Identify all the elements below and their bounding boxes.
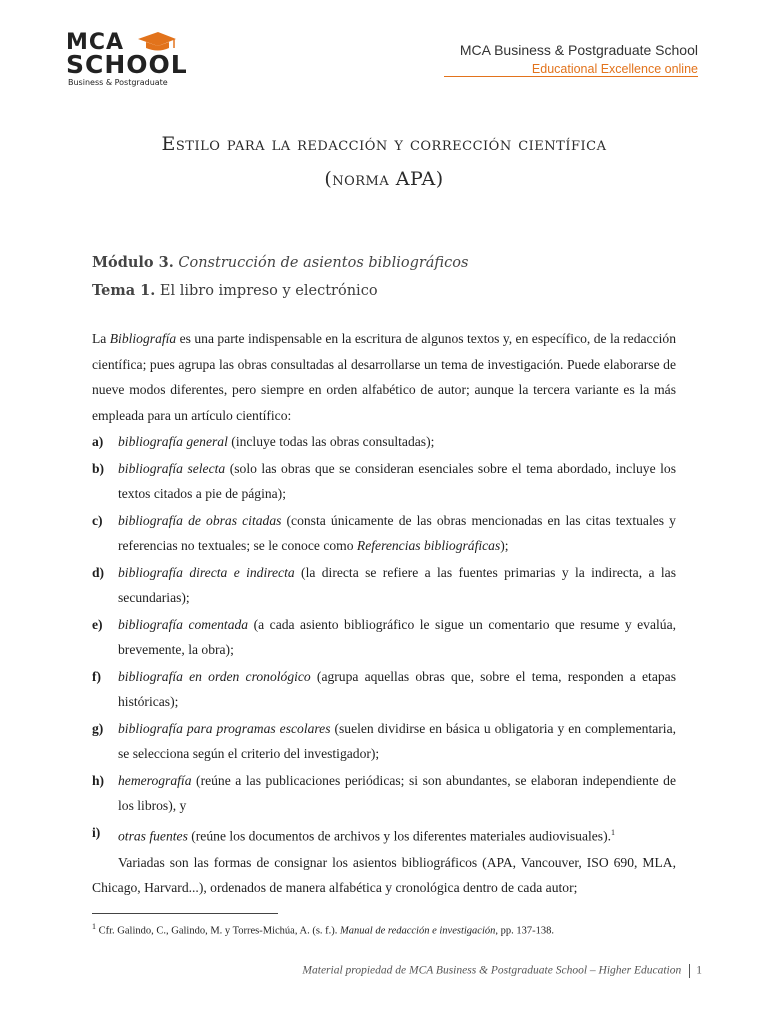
list-item-label: d)	[92, 564, 105, 580]
tema-label: Tema 1.	[92, 282, 156, 299]
list-item-term-2: Referencias bibliográficas	[356, 538, 501, 553]
closing-paragraph: Variadas son las formas de consignar los asientos bibliográficos (APA, Vancouver, ISO 690, MLA, Chicago, Harvard...), ordenados de manera alfabética y cronológica dentro de cada autor;	[92, 854, 676, 896]
logo-mca-text: MCA	[66, 30, 125, 55]
footnote-text-2: , pp. 137-138.	[495, 925, 554, 937]
document-title-line2: (norma APA)	[324, 168, 444, 190]
list-item-text	[118, 820, 676, 849]
list-item-text	[118, 429, 676, 455]
header-divider	[444, 76, 698, 77]
module-heading	[92, 254, 468, 271]
list-item	[92, 560, 676, 611]
logo-school-text: SCHOOL	[66, 50, 188, 79]
module-name: Construcción de asientos bibliográficos	[178, 255, 469, 271]
list-item-term: bibliografía general	[118, 434, 228, 449]
list-item-term: hemerografía	[118, 772, 192, 788]
footnote-text-1: Cfr. Galindo, C., Galindo, M. y Torres-Michúa, A. (s. f.).	[96, 925, 341, 937]
list-item-desc: (solo las obras que se consideran esenciales sobre el tema abordado, incluye los textos citados a pie de página);	[118, 460, 676, 501]
list-item-label: c)	[92, 512, 103, 528]
list-item-term: bibliografía para programas escolares	[118, 720, 331, 736]
school-logo	[66, 28, 196, 88]
tema-heading	[92, 282, 378, 299]
list-item	[92, 716, 676, 767]
page-number: 1	[696, 964, 702, 977]
list-item	[92, 508, 676, 559]
list-item-label: h)	[92, 772, 105, 788]
header-school-name: MCA Business & Postgraduate School	[459, 42, 698, 58]
list-item-desc: (incluye todas las obras consultadas);	[227, 434, 435, 449]
list-item-desc: (reúne a las publicaciones periódicas; si son abundantes, se elaboran independiente de los libros), y	[118, 772, 676, 813]
footnote-number: 1	[92, 922, 96, 931]
list-item-text	[118, 716, 676, 767]
list-item-label: f)	[92, 668, 102, 684]
intro-paragraph	[92, 326, 676, 428]
list-item-term: otras fuentes	[118, 828, 188, 844]
list-item-label: g)	[92, 720, 104, 736]
page-footer	[302, 964, 702, 978]
list-item-term: bibliografía en orden cronológico	[118, 668, 311, 684]
footnote-ref[interactable]: 1	[611, 827, 616, 837]
list-item-desc: (suelen dividirse en básica u obligatoria y en complementaria, se selecciona según el criterio del investigador);	[118, 720, 677, 761]
list-item-text	[118, 768, 676, 819]
list-item-label: i)	[92, 824, 101, 840]
tema-name: El libro impreso y electrónico	[159, 283, 378, 299]
list-item	[92, 768, 676, 819]
list-item-desc: (reúne los documentos de archivos y los diferentes materiales audiovisuales).	[187, 828, 612, 844]
list-item	[92, 820, 676, 849]
list-item-term: bibliografía comentada	[118, 616, 249, 632]
intro-text-1: La	[92, 331, 110, 346]
footnote-divider	[92, 913, 278, 914]
list-item-term: bibliografía directa e indirecta	[118, 564, 295, 580]
list-item	[92, 429, 676, 455]
list-item-desc: (agrupa aquellas obras que, sobre el tema, responden a etapas históricas);	[118, 668, 676, 709]
module-label: Módulo 3.	[92, 254, 174, 271]
list-item	[92, 612, 676, 663]
list-item-text	[118, 560, 676, 611]
logo-subtitle: Business & Postgraduate	[68, 78, 168, 87]
list-item	[92, 664, 676, 715]
document-title-line1: Estilo para la redacción y corrección científica	[161, 133, 607, 155]
footnote	[92, 922, 554, 937]
list-item-desc-2: );	[500, 538, 509, 553]
list-item-term: bibliografía de obras citadas	[118, 512, 282, 528]
list-item-label: a)	[92, 434, 104, 449]
document-body	[92, 326, 676, 901]
footer-separator	[689, 964, 690, 978]
footer-text: Material propiedad de MCA Business & Postgraduate School – Higher Education	[302, 964, 682, 977]
footnote-title: Manual de redacción e investigación	[340, 925, 496, 937]
list-item-desc: (consta únicamente de las obras mencionadas en las citas textuales y referencias no textuales; se le conoce como	[118, 512, 676, 553]
list-item-label: e)	[92, 616, 103, 632]
list-item	[92, 456, 676, 507]
list-item-term: bibliografía selecta	[118, 460, 226, 476]
list-item-text	[118, 612, 676, 663]
list-item-text	[118, 456, 676, 507]
list-item-desc: (la directa se refiere a las fuentes primarias y la indirecta, a las secundarias);	[118, 564, 676, 605]
header-tagline: Educational Excellence online	[531, 62, 698, 76]
header-right	[460, 42, 698, 76]
list-item-text	[118, 508, 676, 559]
list-item-desc: (a cada asiento bibliográfico le sigue un comentario que resume y evalúa, brevemente, la obra);	[118, 616, 677, 657]
intro-term: Bibliografía	[109, 331, 177, 346]
list-item-label: b)	[92, 460, 105, 476]
intro-text-2: es una parte indispensable en la escritura de algunos textos y, en específico, de la redacción científica; pues agrupa las obras consultadas al desarrollarse un tema de investigación. Puede elaborarse de nueve modos diferentes, pero siempre en orden alfabético de autor; aunque la tercera variante es la más empleada para un artículo científico:	[92, 331, 676, 423]
list-item-text	[118, 664, 676, 715]
